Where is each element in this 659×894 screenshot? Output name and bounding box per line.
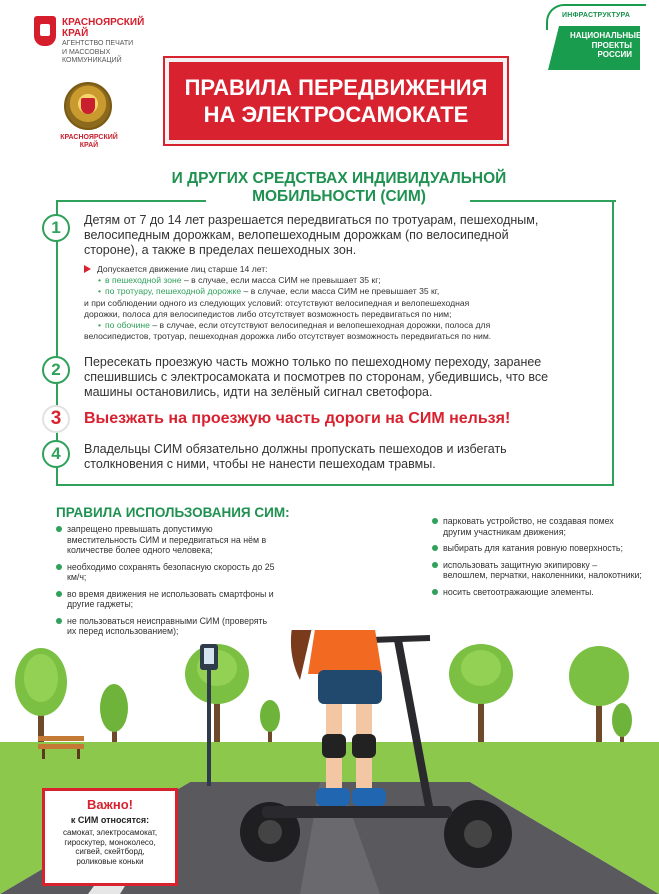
sub-rule-item: • в пешеходной зоне – в случае, если масса СИМ не превышает 35 кг; (98, 275, 381, 286)
rule-number-3: 3 (42, 405, 70, 433)
page-title: ПРАВИЛА ПЕРЕДВИЖЕНИЯ НА ЭЛЕКТРОСАМОКАТЕ (184, 75, 488, 127)
rule-number-4: 4 (42, 440, 70, 468)
emblem-caption: КРАСНОЯРСКИЙ КРАЙ (60, 134, 118, 149)
list-item: выбирать для катания ровную поверхность; (432, 543, 642, 554)
bullet-icon: • (98, 286, 102, 297)
rule-2-text: Пересекать проезжую часть можно только по пешеходному переходу, заранее спешившись с электросамоката и посмотрев по сторонам, убедившись, что все машины остановились, идти на зелёный сигнал светофора. (84, 355, 549, 399)
sub-rule-item: и при соблюдении одного из следующих условий: отсутствуют велосипедная и велопешеходная (84, 297, 470, 308)
usage-rules-left-list (56, 524, 276, 643)
police-badge-icon (64, 82, 112, 130)
title-banner (165, 58, 507, 144)
usage-rules-right-list (432, 516, 642, 603)
page-subtitle: И ДРУГИХ СРЕДСТВАХ ИНДИВИДУАЛЬНОЙ МОБИЛЬНОСТИ (СИМ) (171, 170, 507, 205)
important-title: Важно! (87, 797, 133, 812)
sub-rule-item: • по обочине – в случае, если отсутствуют велосипедная и велопешеходная дорожки, полоса для (98, 320, 491, 331)
list-item: не пользоваться неисправными СИМ (проверять их перед использованием); (56, 616, 276, 637)
list-item: носить светоотражающие элементы. (432, 587, 642, 598)
sub-rule-item: дорожки, полоса для велосипедистов либо отсутствует возможность передвигаться по ним; (84, 308, 452, 319)
age-14-rules (84, 264, 614, 342)
coat-of-arms-icon (34, 16, 56, 46)
national-projects-name: НАЦИОНАЛЬНЫЕ ПРОЕКТЫ РОССИИ (570, 31, 642, 59)
list-item: использовать защитную экипировку – велошлем, перчатки, наколенники, налокотники; (432, 560, 642, 581)
bullet-icon: • (98, 320, 102, 331)
sub-rule-item: • по тротуару, пешеходной дорожке – в случае, если масса СИМ не превышает 35 кг, (98, 286, 440, 297)
usage-rules-title: ПРАВИЛА ИСПОЛЬЗОВАНИЯ СИМ: (56, 505, 290, 520)
rule-4-text: Владельцы СИМ обязательно должны пропускать пешеходов и избегать столкновения с ними, чтобы не нанести пешеходам травмы. (84, 442, 507, 471)
list-item: парковать устройство, не создавая помех другим участникам движения; (432, 516, 642, 537)
agency-name: АГЕНТСТВО ПЕЧАТИ И МАССОВЫХ КОММУНИКАЦИЙ (62, 40, 134, 64)
national-projects-logo (548, 4, 644, 70)
rule-1-text: Детям от 7 до 14 лет разрешается передвигаться по тротуарам, пешеходным, велосипедным дорожкам, велопешеходным дорожкам (по велосипедной стороне), а также в пределах пешеходных зон. (84, 213, 539, 257)
list-item: во время движения не использовать смартфоны и другие гаджеты; (56, 589, 276, 610)
important-note-box (42, 788, 178, 886)
rule-3-text: Выезжать на проезжую часть дороги на СИМ нельзя! (84, 410, 511, 427)
panel-border-left (56, 200, 206, 202)
rule-number-2: 2 (42, 356, 70, 384)
list-item: запрещено превышать допустимую вместительность СИМ и передвигаться на нём в количестве более одного человека; (56, 524, 276, 556)
krasnoyarsk-agency-logo (34, 14, 164, 74)
list-item: необходимо сохранять безопасную скорость до 25 км/ч; (56, 562, 276, 583)
rule-number-1: 1 (42, 214, 70, 242)
bullet-icon: • (98, 275, 102, 286)
traffic-police-emblem (56, 82, 122, 160)
sub-rule-item: велосипедистов, тротуар, пешеходная дорожка либо отсутствует возможность передвигаться по ним. (84, 331, 492, 342)
sub-rule-intro: Допускается движение лиц старше 14 лет: (84, 264, 614, 275)
panel-border-right (470, 200, 616, 202)
region-name: КРАСНОЯРСКИЙ КРАЙ (62, 17, 145, 39)
triangle-bullet-icon (84, 265, 91, 273)
important-body: самокат, электросамокат, гироскутер, моноколесо, сигвей, скейтборд, роликовые коньки (62, 828, 158, 866)
infrastructure-tag: ИНФРАСТРУКТУРА (562, 12, 631, 19)
important-lead: к СИМ относятся: (70, 815, 150, 825)
